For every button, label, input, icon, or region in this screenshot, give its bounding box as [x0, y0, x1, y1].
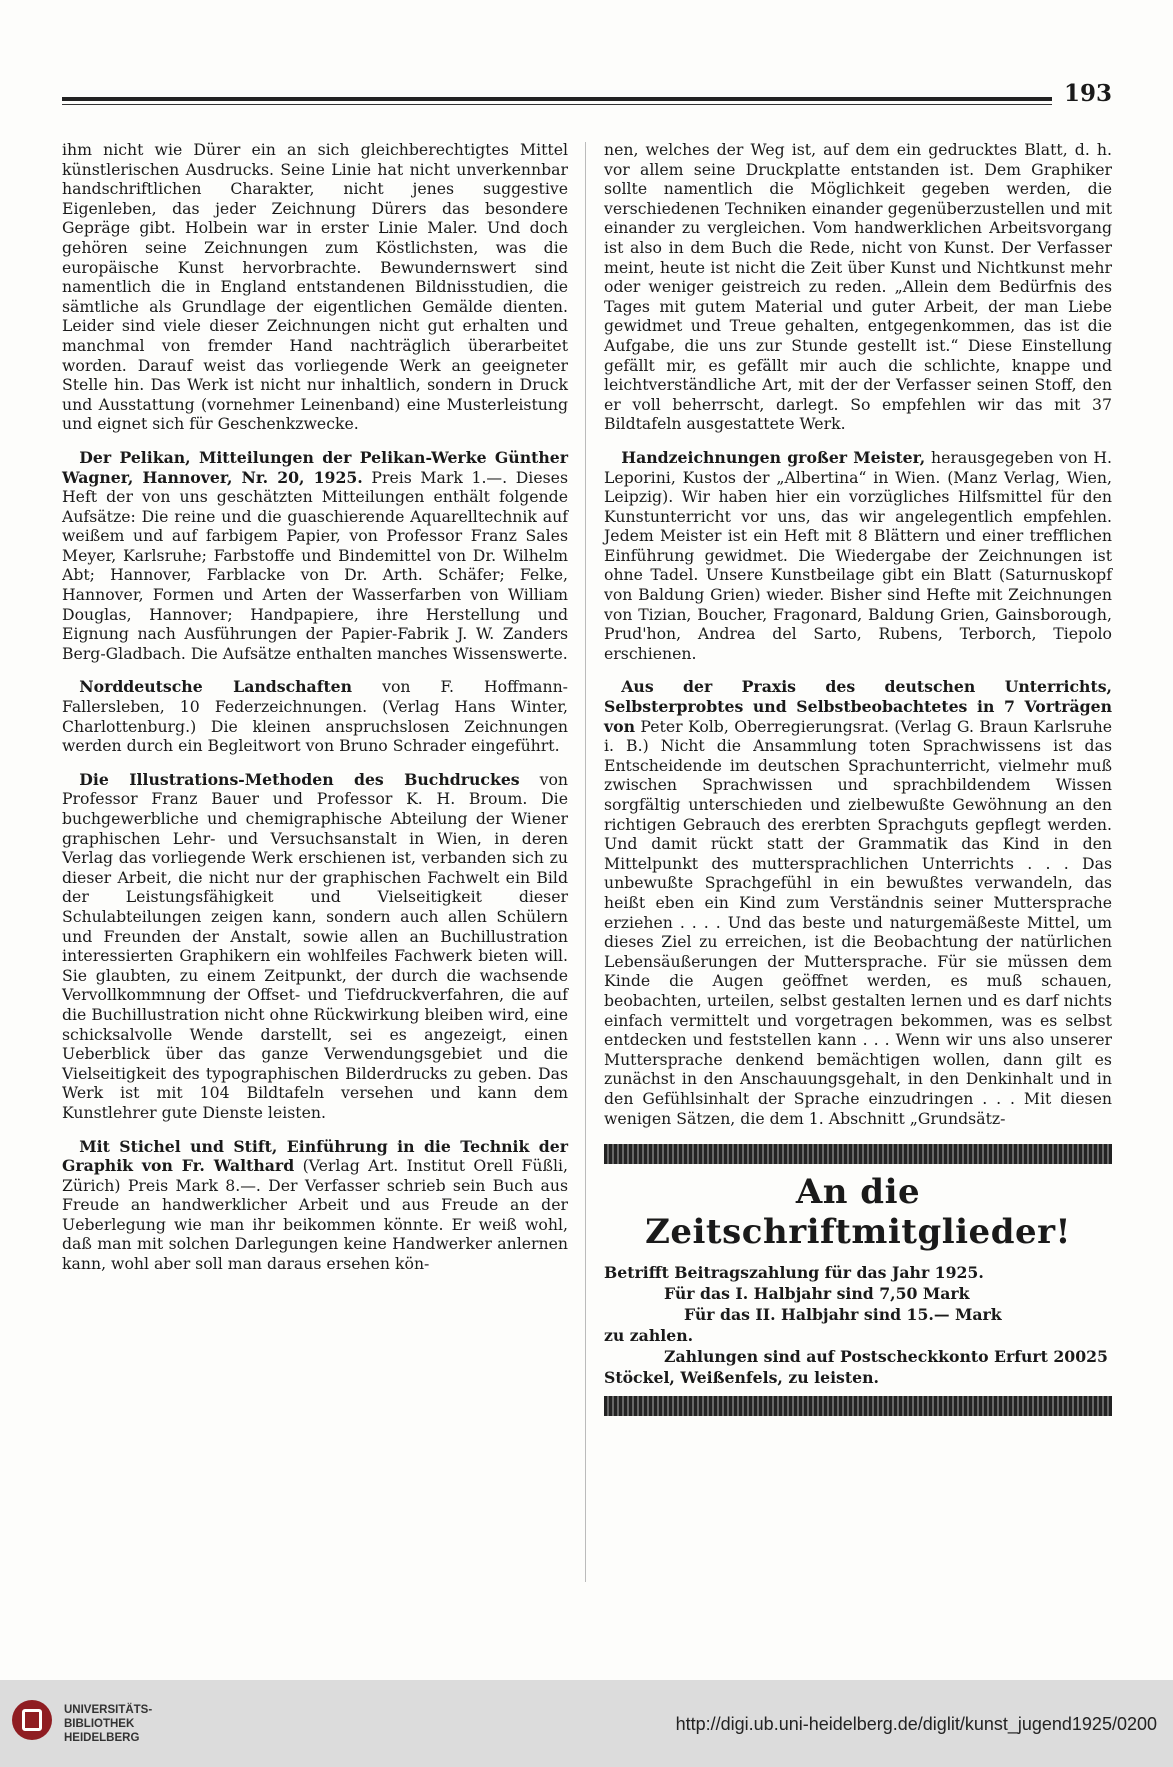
entry-title: Handzeichnungen großer Meister, [621, 447, 926, 467]
library-name: HEIDELBERG [64, 1732, 140, 1744]
review-entry-pelikan [62, 448, 568, 664]
header-rule-thin [62, 104, 1052, 105]
notice-line: Für das I. Halbjahr sind 7,50 Mark [664, 1284, 970, 1304]
entry-text: von Professor Franz Bauer und Professor K. H. Broum. Die buchgewerbliche und chemigraphische Abteilung der Wiener graphischen Lehr- und Versuchsanstalt in Wien, in deren Verlag das vorliegende Werk erschienen ist, verbanden sich zu dieser Arbeit, die nicht nur der graphischen Fachwelt ein Bild der Leistungsfähigkeit und Vielseitigkeit dieser Schulabteilungen zeigen kann, sondern auch allen Schülern und Freunden der Anstalt, sowie allen an Buchillustration interessierten Graphikern ein wohlfeiles Fachwerk bieten will. Sie glaubten, zu einem Zeitpunkt, der durch die wachsende Vervollkommnung der Offset- und Tiefdruckverfahren, die auf die Buchillustration nicht ohne Rückwirkung bleiben wird, eine schicksalvolle Wende darstellt, sei es angezeigt, einen Ueberblick über das ganze Verwendungsgebiet und die Vielseitigkeit des typographischen Bilderdrucks zu geben. Das Werk ist mit 104 Bildtafeln versehen und kann dem Kunstlehrer gute Dienste leisten. [62, 769, 568, 1122]
notice-line: Für das II. Halbjahr sind 15.— Mark [684, 1305, 1002, 1325]
entry-text: Peter Kolb, Oberregierungsrat. (Verlag G. Braun Karlsruhe i. B.) Nicht die Ansammlung toten Sprachwissens ist das Entscheidende im deutschen Sprachunterricht, vielmehr muß zwischen Sprachwissen und sprachbildendem Wissen sorgfältig unterschieden und zielbewußte Gewöhnung an den richtigen Gebrauch des ererbten Sprachguts gepflegt werden. Und damit rückt statt der Grammatik das Kind in den Mittelpunkt des muttersprachlichen Unterrichts . . . Das unbewußte Sprachgefühl in ein bewußtes verwandeln, das heißt eben ein Kind zum Verständnis seiner Muttersprache erziehen . . . . Und das beste und naturgemäßeste Mittel, um dieses Ziel zu erreichen, ist die Beobachtung der natürlichen Lebensäußerungen der Muttersprache. Für sie müssen dem Kinde die Augen geöffnet werden, es muß schauen, beobachten, urteilen, selbst gestalten lernen und es darf nichts einfach vermittelt und vorgetragen bekommen, was es selbst entdecken und feststellen kann . . . Wenn wir uns also unserer Muttersprache denkend bemächtigen wollen, dann gilt es zunächst in den Anschauungsgehalt, in den Denkinhalt und in den Gefühlsinhalt der Sprache einzudringen . . . Mit diesen wenigen Sätzen, die dem 1. Abschnitt „Grundsätz- [604, 716, 1112, 1128]
review-entry-handzeichnungen [604, 448, 1112, 664]
entry-title: Norddeutsche Landschaften [79, 677, 353, 697]
viewer-footer [0, 1680, 1173, 1767]
notice-title: An die Zeitschriftmitglieder! [645, 1172, 1071, 1253]
page-header [62, 78, 1112, 118]
entry-text: Preis Mark 1.—. Dieses Heft der von uns geschätzten Mitteilungen enthält folgende Aufsätze: Die reine und die guaschierende Aquarelltechnik auf weißem und auf farbigem Papier, von Professor Franz Sales Meyer, Karlsruhe; Farbstoffe und Bindemittel von Dr. Wilhelm Abt; Hannover, Farblacke von Dr. Arth. Schäfer; Felke, Hannover, Formen und Arten der Wasserfarben von William Douglas, Hannover; Handpapiere, ihre Herstellung und Eignung nach Ausführungen der Papier-Fabrik J. W. Zanders Berg-Gladbach. Die Aufsätze enthalten manches Wissenswerte. [62, 467, 568, 663]
notice-top-bar [604, 1144, 1112, 1164]
library-seal-icon [12, 1700, 52, 1740]
left-column [62, 140, 568, 1274]
entry-text: von F. Hoffmann-Fallersleben, 10 Federzeichnungen. (Verlag Hans Winter, Charlottenburg.) Die kleinen anspruchslosen Zeichnungen werden durch ein Begleitwort von Bruno Schrader eingeführt. [62, 677, 568, 756]
header-rule [62, 97, 1052, 101]
library-name: BIBLIOTHEK [64, 1718, 135, 1730]
right-column [604, 140, 1112, 1416]
review-entry-landschaften [62, 677, 568, 755]
entry-title: Der Pelikan, Mitteilungen der Pelikan-Werke Günther Wagner, Hannover, Nr. 20, 1925. [62, 447, 568, 487]
entry-text: herausgegeben von H. Leporini, Kustos der „Albertina“ in Wien. (Manz Verlag, Wien, Leipzig). Wir haben hier ein vorzügliches Hilfsmittel für den Kunstunterricht vor uns, das wir angelegentlich empfehlen. Jedem Meister ist ein Heft mit 8 Blättern und einer trefflichen Einführung gewidmet. Die Wiedergabe der Zeichnungen ist ohne Tadel. Unsere Kunstbeilage gibt ein Blatt (Saturnuskopf von Baldung Grien) wieder. Bisher sind Hefte mit Zeichnungen von Tizian, Boucher, Fragonard, Baldung Grien, Gainsborough, Prud'hon, Andrea del Sarto, Rubens, Terborch, Tiepolo erschienen. [604, 447, 1112, 663]
entry-text: (Verlag Art. Institut Orell Füßli, Zürich) Preis Mark 8.—. Der Verfasser schrieb sein Buch aus Freude an handwerklicher Arbeit und aus Freude an der Ueberlegung wie man ihr beikommen könnte. Er weiß wohl, daß man mit solchen Darlegungen keine Handwerker anlernen kann, wohl aber soll man daraus ersehen kön- [62, 1156, 568, 1274]
library-logo[interactable] [12, 1694, 153, 1746]
notice-bottom-bar [604, 1396, 1112, 1416]
page-number: 193 [1063, 80, 1112, 107]
membership-notice [604, 1144, 1112, 1416]
entry-title: Aus der Praxis des deutschen Unterrichts, Selbsterprobtes und Selbstbeobachtetes in 7 Vorträgen von [604, 677, 1112, 736]
library-name: UNIVERSITÄTS- [64, 1704, 153, 1716]
entry-title: Mit Stichel und Stift, Einführung in die Technik der Graphik von Fr. Walthard [62, 1136, 568, 1176]
paragraph-continuation: nen, welches der Weg ist, auf dem ein gedrucktes Blatt, d. h. vor allem seine Druckplatte entstanden ist. Dem Graphiker sollte namentlich die Möglichkeit gegeben werden, die verschiedenen Techniken einander gegenüberzustellen und mit einander zu vergleichen. Vom handwerklichen Arbeitsvorgang ist also in dem Buch die Rede, nicht von Kunst. Der Verfasser meint, heute ist nicht die Zeit über Kunst und Nichtkunst mehr oder weniger geistreich zu reden. „Allein dem Bedürfnis des Tages mit gutem Material und guter Arbeit, der man Liebe gewidmet und Treue gehalten, entgegenkommen, das ist die Aufgabe, die uns zur Stunde gestellt ist.“ Diese Einstellung gefällt mir, es gefällt mir auch die schlichte, knappe und leichtverständliche Art, mit der der Verfasser seinen Stoff, den er voll beherrscht, darlegt. So empfehlen wir das mit 37 Bildtafeln ausgestattete Werk. [604, 140, 1112, 434]
review-entry-illustrations-methoden [62, 770, 568, 1123]
notice-line: Zahlungen sind auf Postscheckkonto Erfurt 20025 [664, 1347, 1108, 1367]
column-divider [585, 142, 586, 1582]
paragraph-continuation: ihm nicht wie Dürer ein an sich gleichberechtigtes Mittel künstlerischen Ausdrucks. Seine Linie hat nicht unverkennbar handschriftlichen Charakter, nicht jenes suggestive Eigenleben, das jeder Zeichnung Dürers das besondere Gepräge gibt. Holbein war in erster Linie Maler. Und doch gehören seine Zeichnungen zum Köstlichsten, was die europäische Kunst hervorbrachte. Bewundernswert sind namentlich die in England entstandenen Bildnisstudien, die sämtliche als Grundlage der eigentlichen Gemälde dienten. Leider sind viele dieser Zeichnungen nicht gut erhalten und manchmal von fremder Hand nachträglich überarbeitet worden. Darauf weist das vorliegende Werk an geeigneter Stelle hin. Das Werk ist nicht nur inhaltlich, sondern in Druck und Ausstattung (vornehmer Leinenband) eine Musterleistung und eignet sich für Geschenkzwecke. [62, 140, 568, 434]
permalink-url[interactable]: http://digi.ub.uni-heidelberg.de/diglit/kunst_jugend1925/0200 [675, 1714, 1157, 1734]
notice-line: Betrifft Beitragszahlung für das Jahr 1925. [604, 1263, 984, 1283]
entry-title: Die Illustrations-Methoden des Buchdruckes [79, 769, 520, 789]
notice-line: zu zahlen. [604, 1326, 694, 1346]
review-entry-stichel-und-stift [62, 1137, 568, 1274]
review-entry-deutscher-unterricht [604, 677, 1112, 1128]
notice-line: Stöckel, Weißenfels, zu leisten. [604, 1368, 879, 1388]
